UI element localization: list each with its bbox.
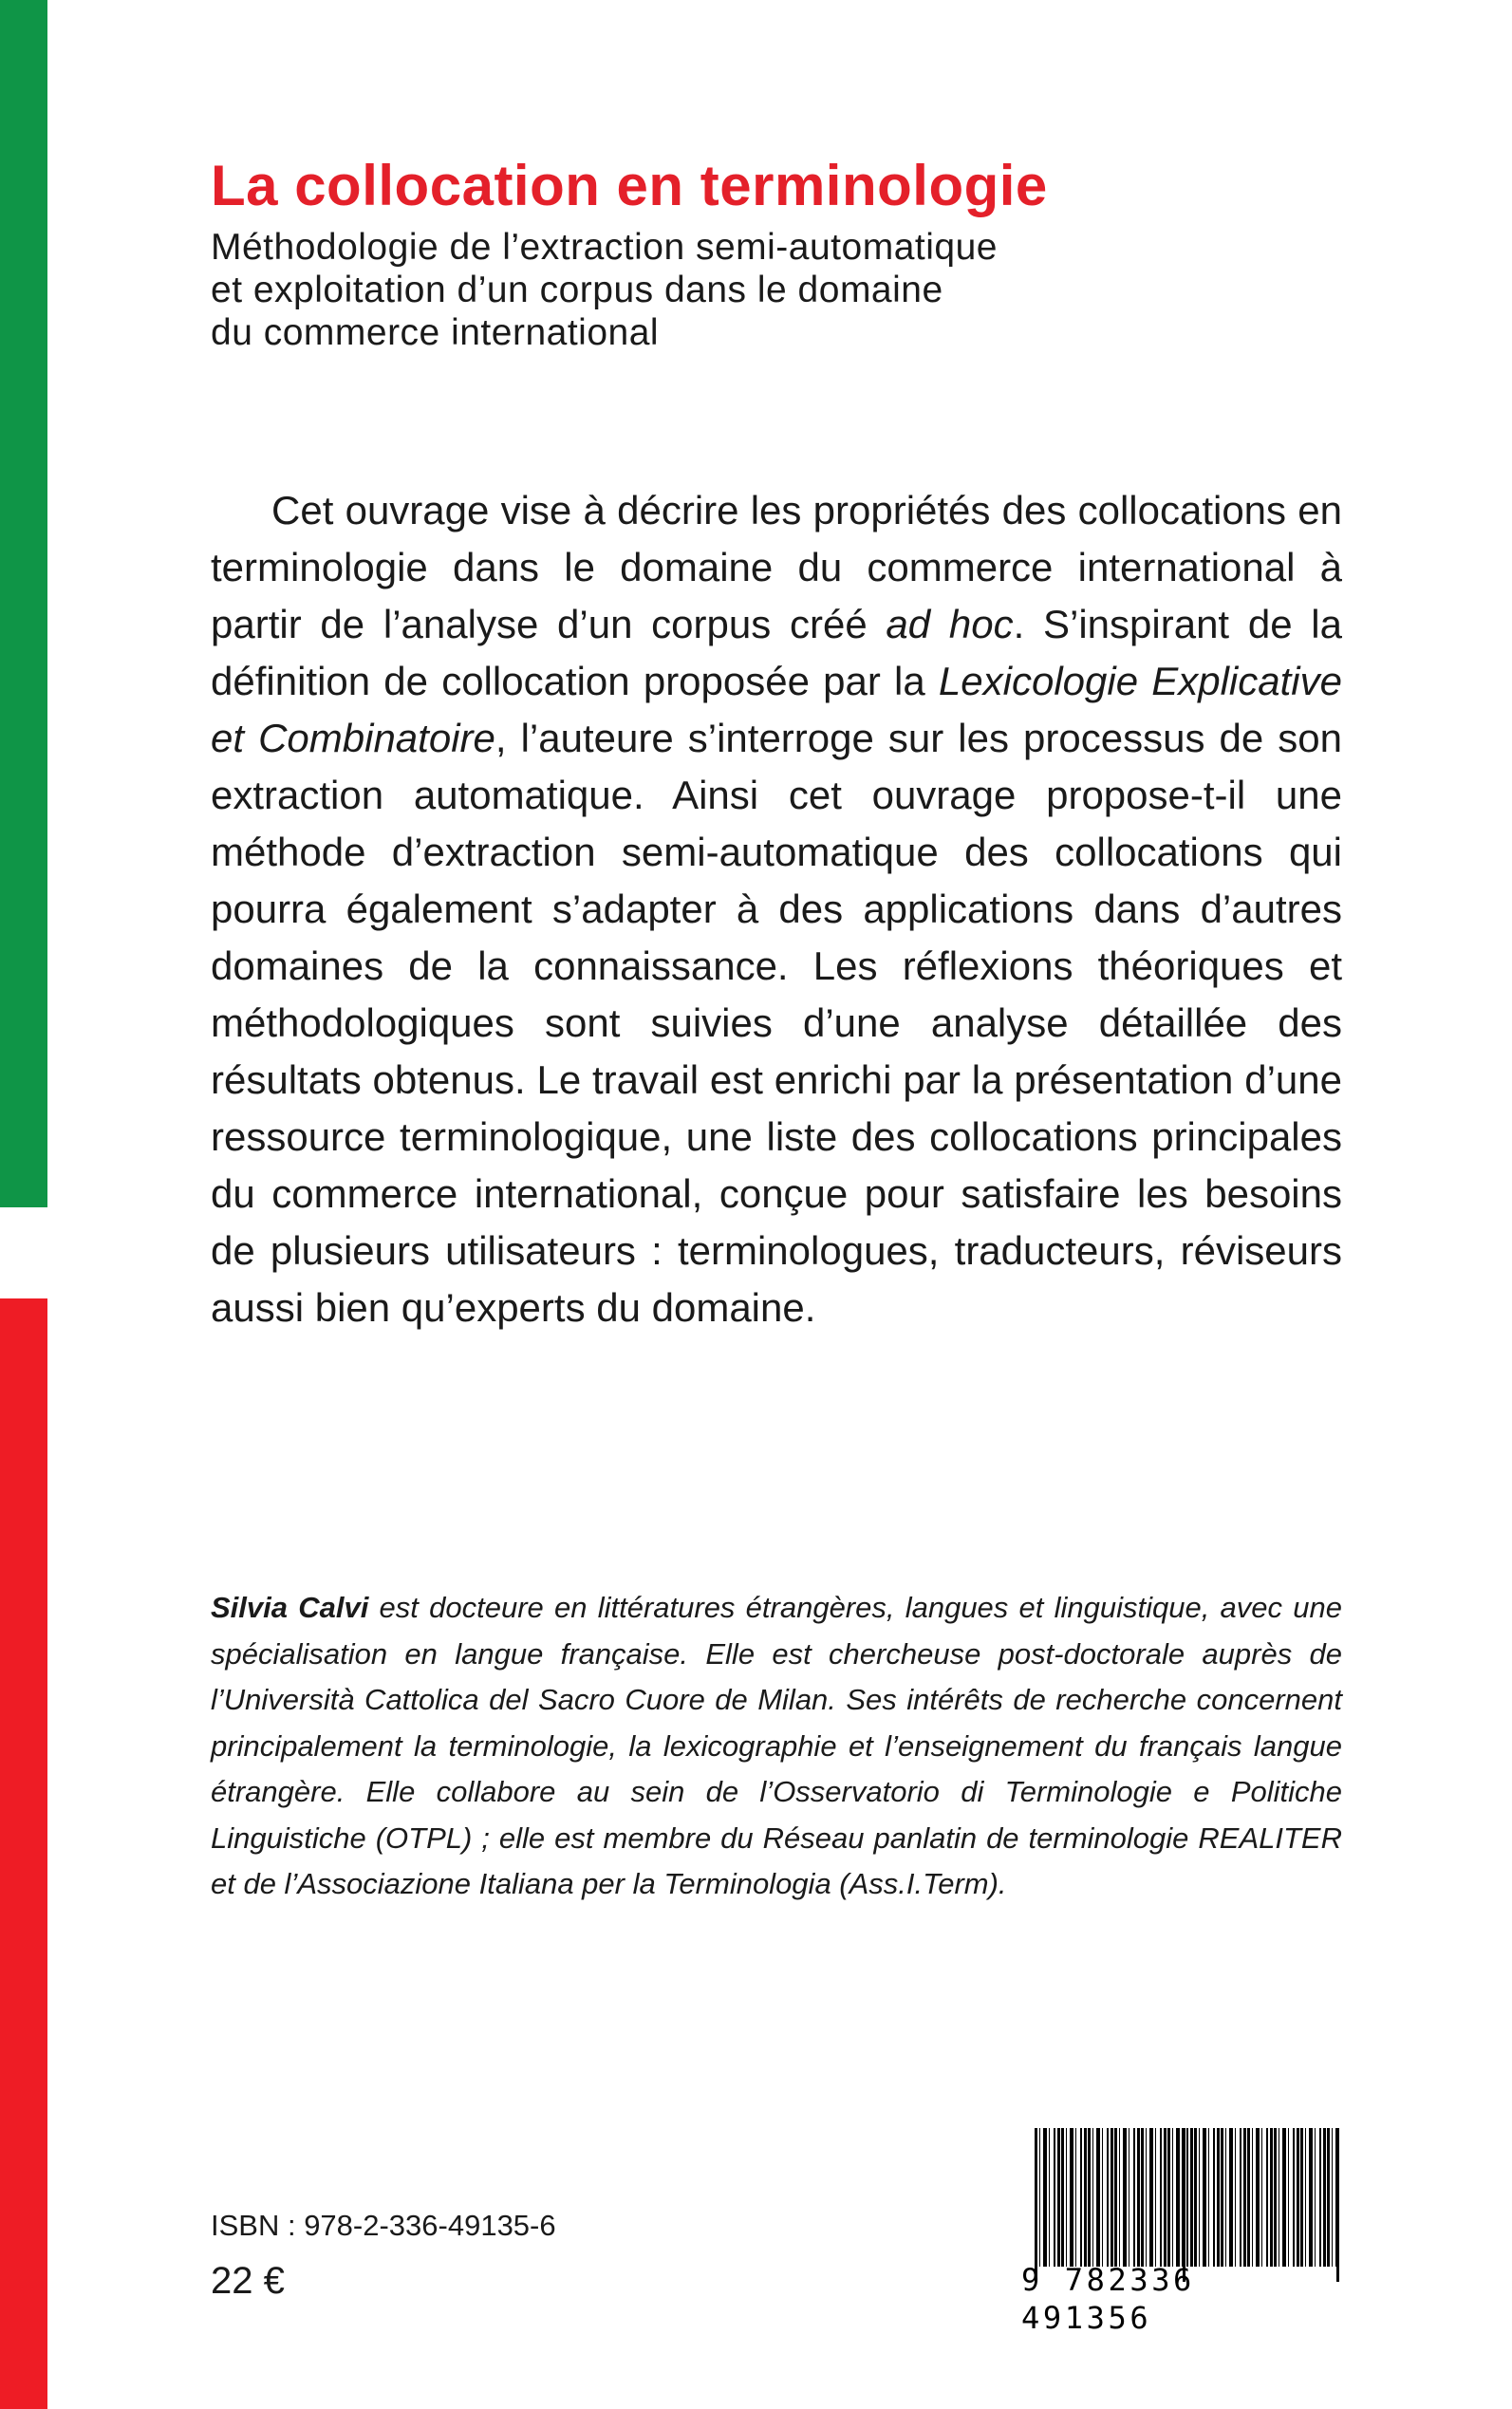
book-summary (211, 482, 1342, 1336)
book-title: La collocation en terminologie (211, 154, 1048, 217)
summary-text: . S’inspirant de la définition de collocation proposée par la (211, 602, 1342, 703)
green-stripe (0, 0, 47, 1207)
bio-text: est docteure en littératures étrangères, langues et linguistique, avec une spécialisation en langue française. Elle est chercheuse post-doctorale auprès de l’Università Cattolica del Sacro Cuore de Milan. Ses intérêts de recherche concernent principalement la terminologie, la lexicographie et l’enseignement du français langue étrangère. Elle collabore au sein de l’Osservatorio di Terminologie e Politiche Linguistiche (OTPL) ; elle est membre du Réseau panlatin de terminologie REALITER et de l’Associazione Italiana per la Terminologia (Ass.I.Term). (211, 1591, 1342, 1900)
isbn: ISBN : 978-2-336-49135-6 (211, 2209, 556, 2242)
author-bio (211, 1585, 1342, 1908)
summary-text: Cet ouvrage vise à décrire les propriétés des collocations en terminologie dans le domaine du commerce international à partir de l’analyse d’un corpus créé (211, 488, 1342, 646)
barcode (1021, 2128, 1340, 2336)
subtitle-line: Méthodologie de l’extraction semi-automatique (211, 227, 998, 268)
summary-text: , l’auteure s’interroge sur les processus de son extraction automatique. Ainsi cet ouvrage propose-t-il une méthode d’extraction semi-automatique des collocations qui pourra également s’adapter à des applications dans d’autres domaines de la connaissance. Les réflexions théoriques et méthodologiques sont suivies d’une analyse détaillée des résultats obtenus. Le travail est enrichi par la présentation d’une ressource terminologique, une liste des collocations principales du commerce international, conçue pour satisfaire les besoins de plusieurs utilisateurs : terminologues, traducteurs, réviseurs aussi bien qu’experts du domaine. (211, 716, 1342, 1330)
barcode-guard-center (1183, 2128, 1185, 2282)
summary-italic: ad hoc (886, 602, 1014, 646)
red-stripe (0, 1298, 47, 2409)
barcode-guard-right (1336, 2128, 1339, 2282)
barcode-digits: 9 782336 491356 (1021, 2262, 1195, 2336)
book-subtitle (211, 226, 1255, 354)
barcode-bars (1035, 2128, 1340, 2267)
white-stripe (0, 1207, 47, 1298)
subtitle-line: du commerce international (211, 312, 660, 353)
barcode-guard-left (1035, 2128, 1037, 2282)
price: 22 € (211, 2260, 285, 2302)
summary-italic: Lexicologie Explicative et Combinatoire (211, 659, 1342, 760)
subtitle-line: et exploitation d’un corpus dans le domaine (211, 270, 943, 310)
author-name: Silvia Calvi (211, 1591, 369, 1624)
